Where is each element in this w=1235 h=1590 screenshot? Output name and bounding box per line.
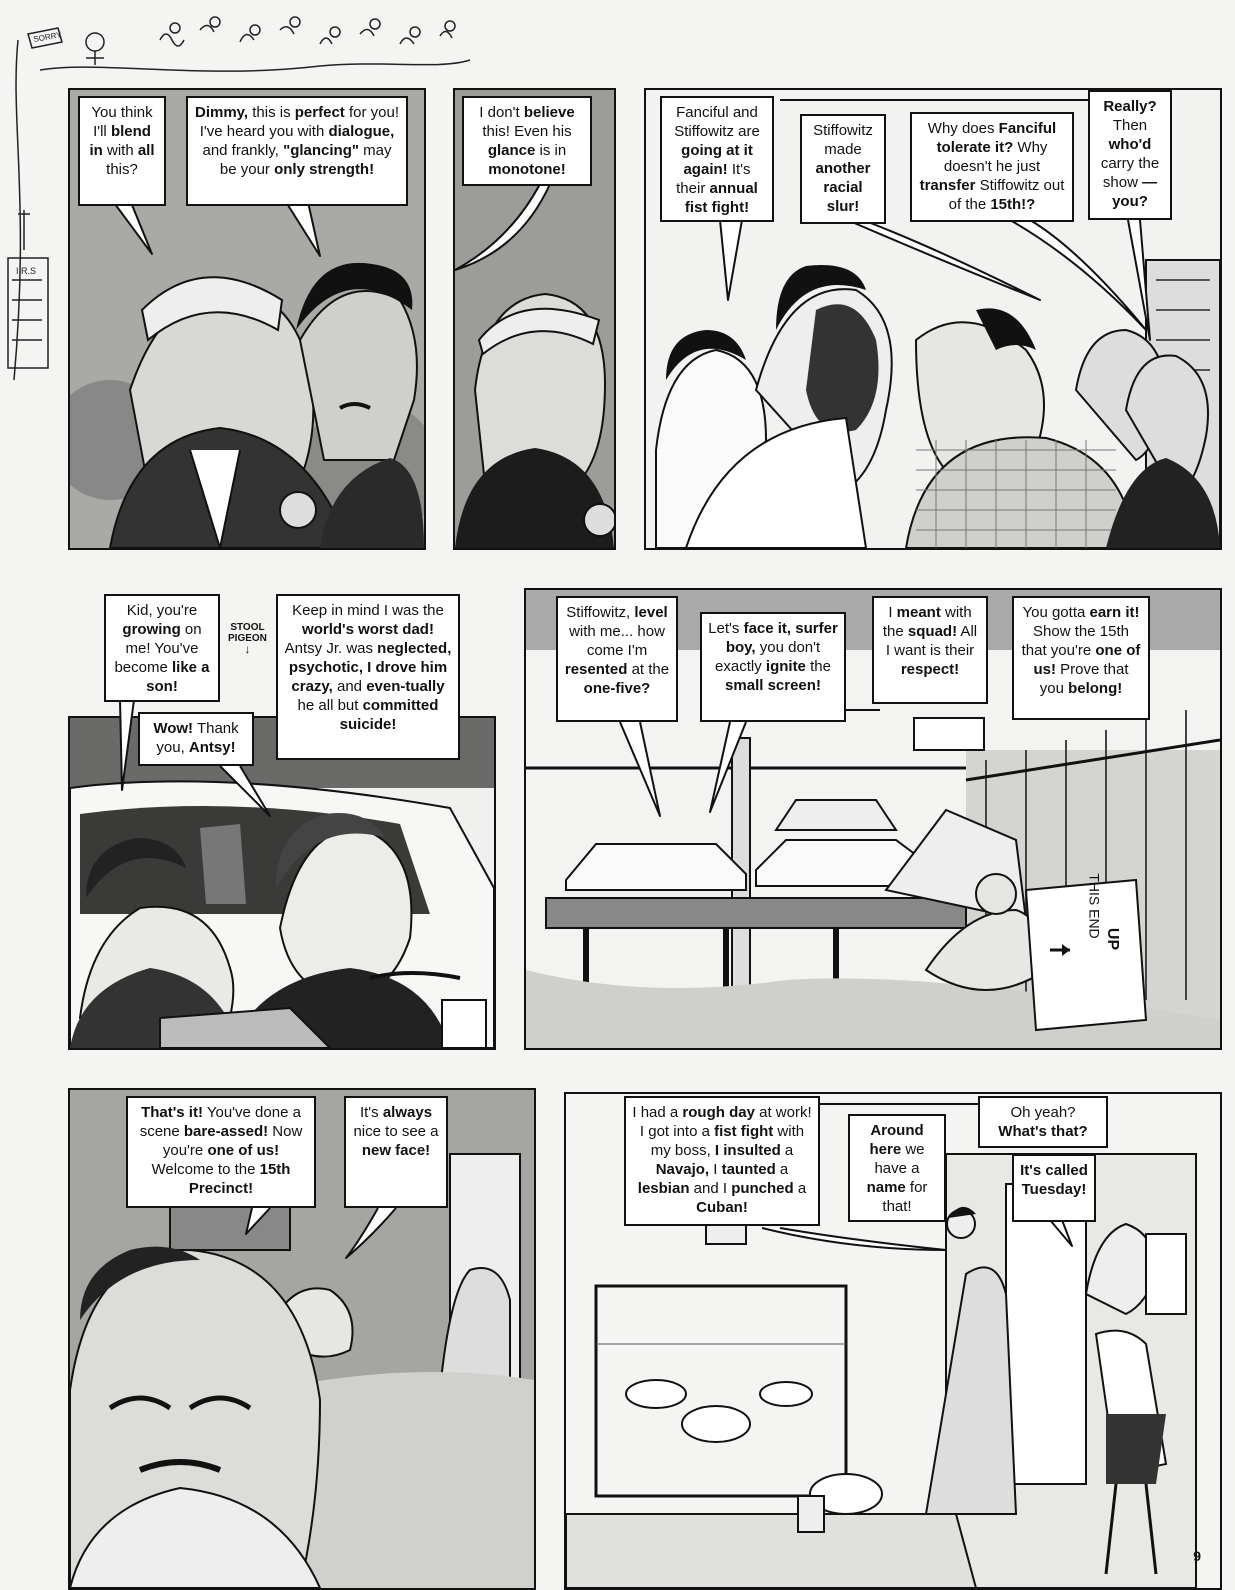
panel-4-art [70,718,494,1048]
bubble-p4-a: Kid, you're growing on me! You've become like a son! [104,594,220,702]
bubble-p3-a: Fanciful and Stiffowitz are going at it again! It's their annual fist fight! [660,96,774,222]
bubble-p5-d: You gotta earn it! Show the 15th that you're one of us! Prove that you belong! [1012,596,1150,720]
bubble-p1-a: You think I'll blend in with all this? [78,96,166,206]
bubble-p7-c: Oh yeah? What's that? [978,1096,1108,1148]
panel-4 [68,716,496,1050]
crate-up-label: UP [1104,927,1122,951]
svg-text:SORRY: SORRY [32,30,63,44]
svg-text:I.R.S: I.R.S [16,266,37,276]
bubble-p3-c: Why does Fanciful tolerate it? Why doesn't he just transfer Stiffowitz out of the 15th!? [910,112,1074,222]
down-arrow-icon: ↓ [244,642,251,656]
bubble-p5-a: Stiffowitz, level with me... how come I'm resented at the one-five? [556,596,678,722]
bubble-p4-c: Wow! Thank you, Antsy! [138,712,254,766]
bubble-p5-c: I meant with the squad! All I want is their respect! [872,596,988,704]
page-number: 9 [1193,1548,1201,1564]
stool-pigeon-line-1: STOOL [230,622,265,633]
stool-pigeon-sign [228,622,267,655]
bubble-p6-b: It's always nice to see a new face! [344,1096,448,1208]
bubble-p7-d: It's called Tuesday! [1012,1154,1096,1222]
bubble-p7-b: Around here we have a name for that! [848,1114,946,1222]
crate-this-end-label: THIS END [1086,873,1103,939]
bubble-p1-b: Dimmy, this is perfect for you! I've heard you with dialogue, and frankly, "glancing" may be your only strength! [186,96,408,206]
bubble-p6-a: That's it! You've done a scene bare-assed! Now you're one of us! Welcome to the 15th Precinct! [126,1096,316,1208]
stool-pigeon-line-2: PIGEON [228,633,267,644]
bubble-p3-d: Really? Then who'd carry the show — you? [1088,90,1172,220]
bubble-p2-a: I don't believe this! Even his glance is in monotone! [462,96,592,186]
bubble-p3-b: Stiffowitz made another racial slur! [800,114,886,224]
bubble-p7-a: I had a rough day at work! I got into a fist fight with my boss, I insulted a Navajo, I taunted a lesbian and I punched a Cuban! [624,1096,820,1226]
bubble-p4-b: Keep in mind I was the world's worst dad! Antsy Jr. was neglected, psychotic, I drove him crazy, and even-tually he all but committed suicide! [276,594,460,760]
bubble-p5-b: Let's face it, surfer boy, you don't exactly ignite the small screen! [700,612,846,722]
